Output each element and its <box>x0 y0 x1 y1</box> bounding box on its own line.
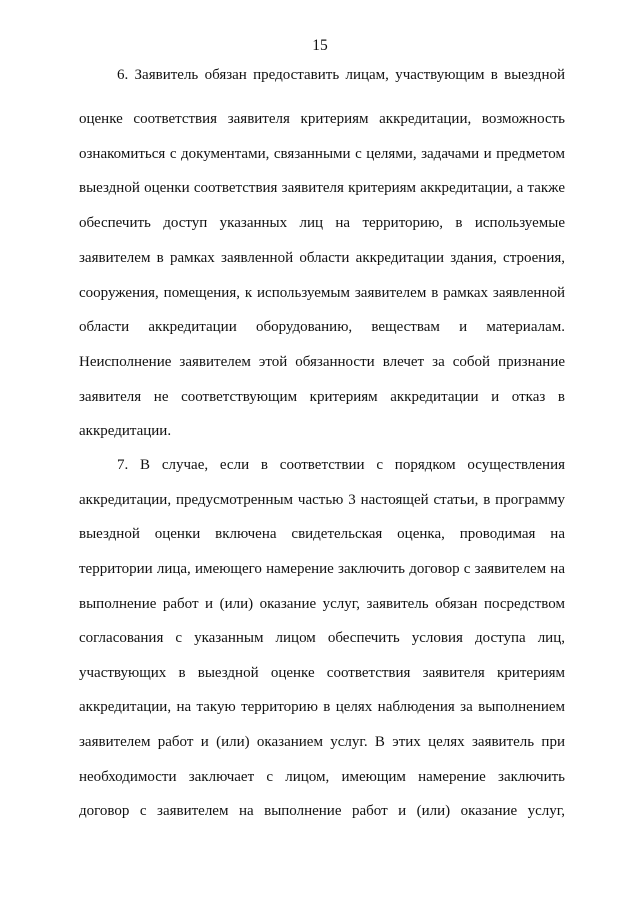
paragraph-7-line-6: согласования с указанным лицом обеспечить условия доступа лиц, <box>79 630 565 646</box>
paragraph-6-line-6: заявителем в рамках заявленной области аккредитации здания, строения, <box>79 250 565 266</box>
paragraph-7-line-7: участвующих в выездной оценке соответствия заявителя критериям <box>79 665 565 681</box>
paragraph-7-line-11: договор с заявителем на выполнение работ и (или) оказание услуг, <box>79 803 565 819</box>
paragraph-6-line-5: обеспечить доступ указанных лиц на территорию, в используемые <box>79 215 565 231</box>
paragraph-6-line-8: области аккредитации оборудованию, веществам и материалам. <box>79 319 565 335</box>
paragraph-7-line-8: аккредитации, на такую территорию в целях наблюдения за выполнением <box>79 699 565 715</box>
paragraph-6-line-7: сооружения, помещения, к используемым заявителем в рамках заявленной <box>79 285 565 301</box>
paragraph-6-line-2: оценке соответствия заявителя критериям аккредитации, возможность <box>79 111 565 127</box>
page-number: 15 <box>312 37 328 54</box>
paragraph-6-line-4: выездной оценки соответствия заявителя критериям аккредитации, а также <box>79 180 565 196</box>
paragraph-7-line-2: аккредитации, предусмотренным частью 3 настоящей статьи, в программу <box>79 492 565 508</box>
paragraph-6-line-3: ознакомиться с документами, связанными с целями, задачами и предметом <box>79 146 565 162</box>
paragraph-7-line-10: необходимости заключает с лицом, имеющим намерение заключить <box>79 769 565 785</box>
paragraph-7-line-3: выездной оценки включена свидетельская оценка, проводимая на <box>79 526 565 542</box>
paragraph-7-line-9: заявителем работ и (или) оказанием услуг. В этих целях заявитель при <box>79 734 565 750</box>
paragraph-7-line-4: территории лица, имеющего намерение заключить договор с заявителем на <box>79 561 565 577</box>
paragraph-6-line-9: Неисполнение заявителем этой обязанности влечет за собой признание <box>79 354 565 370</box>
paragraph-6-line-1: 6. Заявитель обязан предоставить лицам, участвующим в выездной <box>117 67 565 83</box>
paragraph-7-line-5: выполнение работ и (или) оказание услуг, заявитель обязан посредством <box>79 596 565 612</box>
paragraph-6-line-11: аккредитации. <box>79 423 172 439</box>
paragraph-6-line-10: заявителя не соответствующим критериям аккредитации и отказ в <box>79 389 565 405</box>
paragraph-7-line-1: 7. В случае, если в соответствии с порядком осуществления <box>117 457 565 473</box>
